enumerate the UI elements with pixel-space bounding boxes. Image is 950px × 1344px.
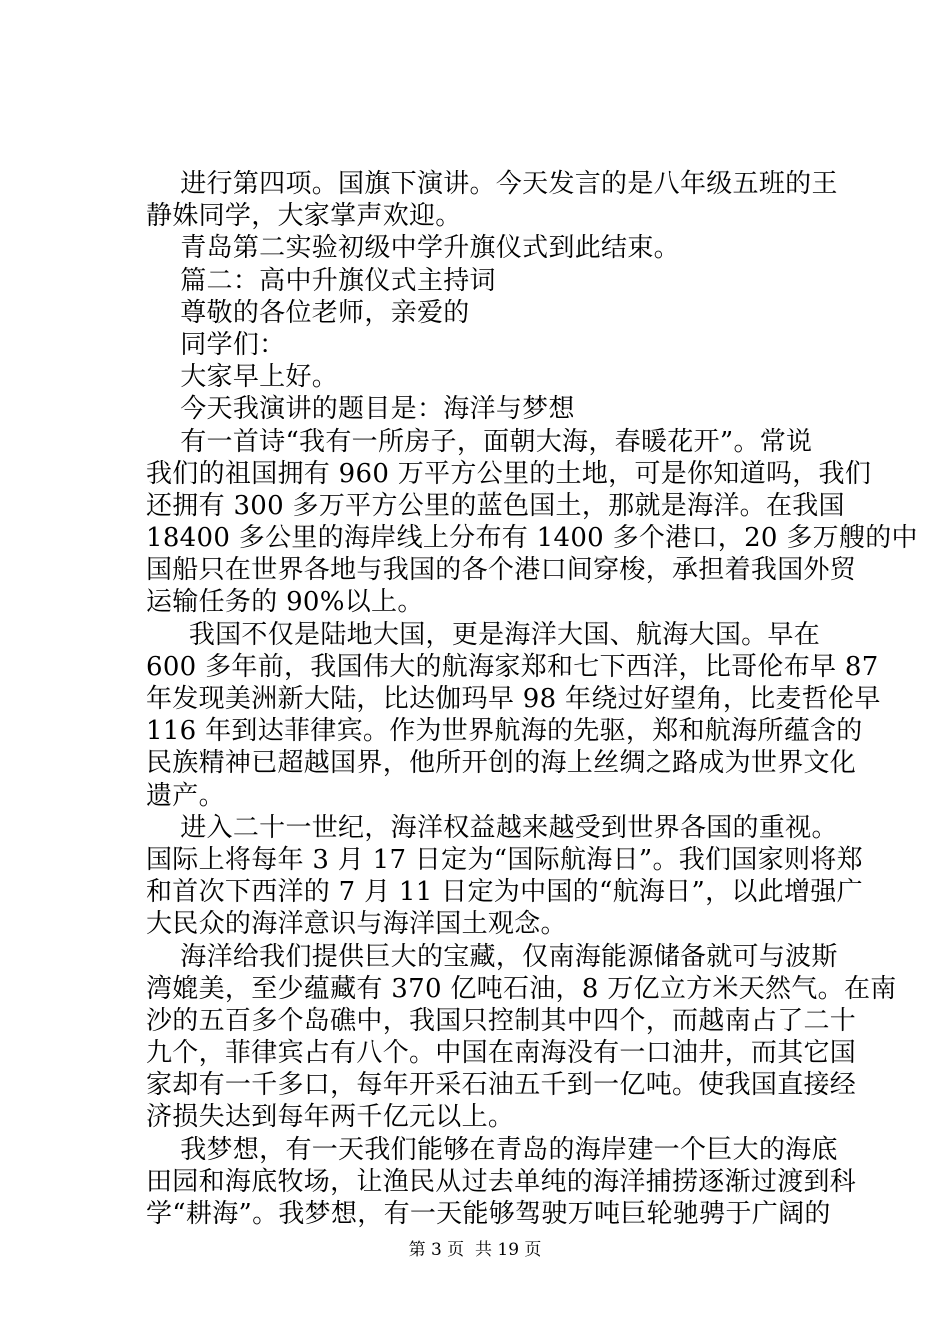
text-line: 九个，菲律宾占有八个。中国在南海没有一口油井，而其它国 bbox=[146, 1038, 857, 1069]
text-line: 遗产。 bbox=[146, 780, 225, 811]
speech-title: 今天我演讲的题目是：海洋与梦想 bbox=[146, 394, 575, 425]
text-line: 沙的五百多个岛礁中，我国只控制其中四个，而越南占了二十 bbox=[146, 1005, 857, 1036]
document-body bbox=[146, 168, 918, 1230]
section-heading: 篇二：高中升旗仪式主持词 bbox=[146, 265, 496, 296]
text-line: 运输任务的 90%以上。 bbox=[146, 587, 424, 618]
text-line: 我国不仅是陆地大国，更是海洋大国、航海大国。早在 bbox=[146, 619, 821, 650]
text-line: 我梦想，有一天我们能够在青岛的海岸建一个巨大的海底 bbox=[146, 1134, 838, 1165]
text-line: 还拥有 300 多万平方公里的蓝色国土，那就是海洋。在我国 bbox=[146, 490, 845, 521]
text-line: 大民众的海洋意识与海洋国土观念。 bbox=[146, 909, 567, 940]
text-line: 我们的祖国拥有 960 万平方公里的土地，可是你知道吗，我们 bbox=[146, 458, 872, 489]
text-line: 静姝同学，大家掌声欢迎。 bbox=[146, 201, 462, 232]
text-line: 进入二十一世纪，海洋权益越来越受到世界各国的重视。 bbox=[146, 812, 838, 843]
text-line: 家却有一千多口，每年开采石油五千到一亿吨。使我国直接经 bbox=[146, 1070, 857, 1101]
text-line: 600 多年前，我国伟大的航海家郑和七下西洋，比哥伦布早 87 bbox=[146, 651, 879, 682]
text-line: 18400 多公里的海岸线上分布有 1400 多个港口，20 多万艘的中 bbox=[146, 523, 918, 554]
text-line: 湾媲美，至少蕴藏有 370 亿吨石油，8 万亿立方米天然气。在南 bbox=[146, 973, 897, 1004]
text-line: 大家早上好。 bbox=[146, 362, 339, 393]
text-line: 海洋给我们提供巨大的宝藏，仅南海能源储备就可与波斯 bbox=[146, 941, 838, 972]
text-line: 学“耕海”。我梦想，有一天能够驾驶万吨巨轮驰骋于广阔的 bbox=[146, 1199, 831, 1229]
text-line: 青岛第二实验初级中学升旗仪式到此结束。 bbox=[146, 233, 680, 264]
text-line: 有一首诗“我有一所房子，面朝大海，春暖花开”。常说 bbox=[146, 426, 813, 457]
text-line: 116 年到达菲律宾。作为世界航海的先驱，郑和航海所蕴含的 bbox=[146, 716, 863, 747]
text-line: 尊敬的各位老师，亲爱的 bbox=[146, 297, 470, 328]
text-line: 田园和海底牧场，让渔民从过去单纯的海洋捕捞逐渐过渡到科 bbox=[146, 1166, 857, 1197]
text-line: 济损失达到每年两千亿元以上。 bbox=[146, 1102, 515, 1133]
text-line: 同学们： bbox=[146, 329, 286, 360]
text-line: 国际上将每年 3 月 17 日定为“国际航海日”。我们国家则将郑 bbox=[146, 844, 863, 875]
text-line: 进行第四项。国旗下演讲。今天发言的是八年级五班的王 bbox=[146, 169, 838, 199]
page-number-footer: 第 3 页 共 19 页 bbox=[408, 1240, 542, 1260]
text-line: 民族精神已超越国界，他所开创的海上丝绸之路成为世界文化 bbox=[146, 748, 857, 779]
text-line: 国船只在世界各地与我国的各个港口间穿梭，承担着我国外贸 bbox=[146, 555, 857, 586]
text-line: 和首次下西洋的 7 月 11 日定为中国的“航海日”，以此增强广 bbox=[146, 877, 863, 908]
text-line: 年发现美洲新大陆，比达伽玛早 98 年绕过好望角，比麦哲伦早 bbox=[146, 684, 881, 714]
